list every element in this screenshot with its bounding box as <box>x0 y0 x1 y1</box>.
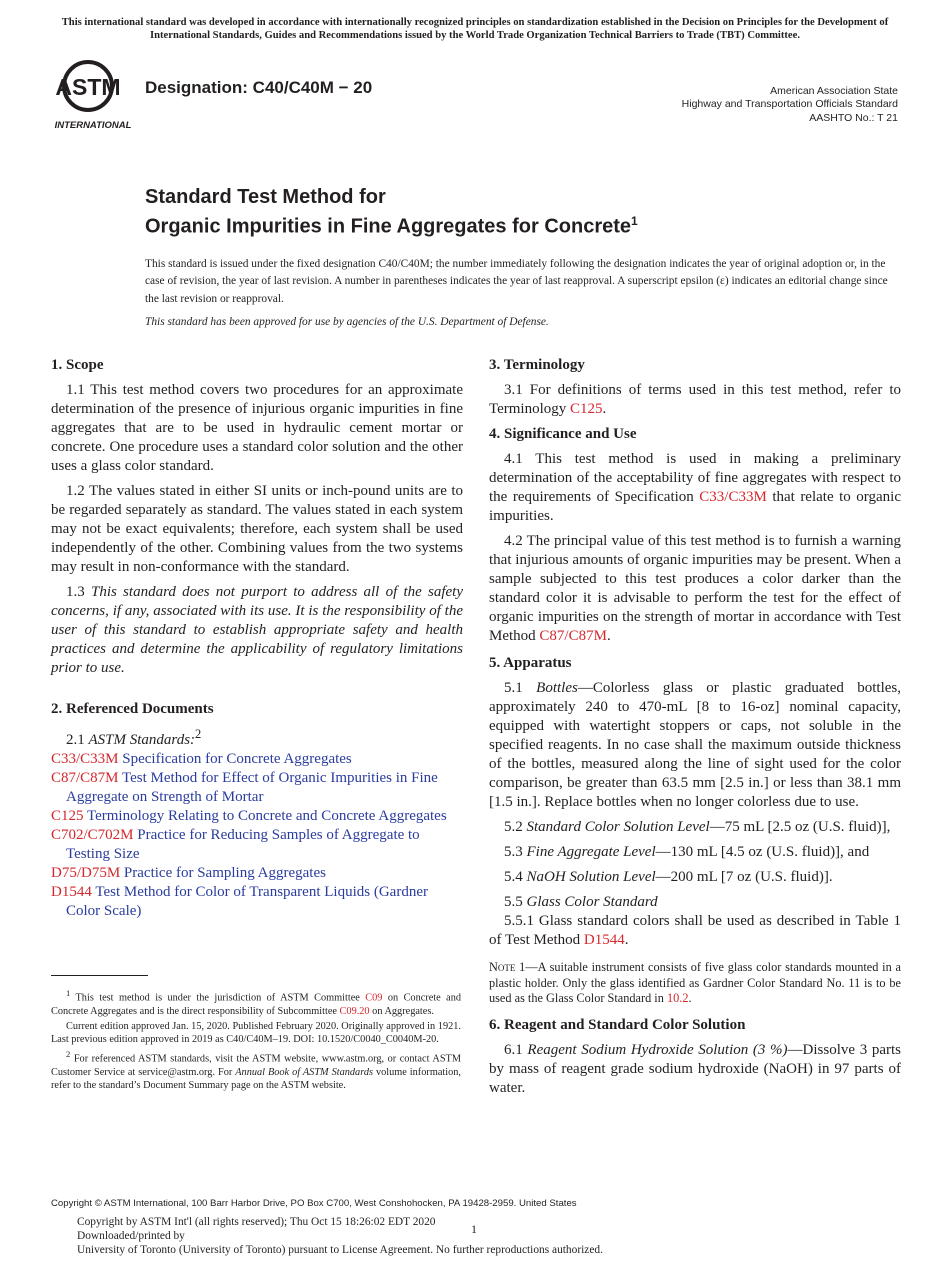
top-banner: This international standard was developed in accordance with internationally recognized principles on standardization established in the Decision on Principles for the Development of International Standards, Guides and Recommendations issued by the World Trade Organization Technical Barriers to Trade (TBT) Committee. <box>61 17 889 41</box>
reference-item <box>51 864 463 883</box>
reference-link[interactable]: C87/C87M <box>51 770 119 786</box>
reference-link[interactable]: D1544 <box>583 932 625 948</box>
designation: Designation: C40/C40M − 20 <box>145 78 373 97</box>
reference-item <box>51 826 463 864</box>
reference-title[interactable]: Test Method for Effect of Organic Impurities in Fine Aggregate on Strength of Mortar <box>66 770 438 805</box>
reference-title[interactable]: Practice for Sampling Aggregates <box>123 865 326 881</box>
logo-text: ASTM <box>55 74 121 100</box>
reference-link[interactable]: C702/C702M <box>51 827 134 843</box>
section-heading: 6. Reagent and Standard Color Solution <box>489 1016 746 1033</box>
reference-link[interactable]: D1544 <box>51 884 92 900</box>
aashto-line: American Association State <box>770 85 898 97</box>
page-number: 1 <box>471 1222 477 1236</box>
footnote: Current edition approved Jan. 15, 2020. Published February 2020. Originally approved in 1921. Last previous edition approved in 2019 as C40/C40M–19. DOI: 10.1520/C0040_C0040M-20. <box>51 1020 461 1046</box>
download-line: University of Toronto (University of Toronto) pursuant to License Agreement. No further reproductions authorized. <box>77 1244 603 1257</box>
reference-item <box>51 750 463 769</box>
paragraph: 5.4 NaOH Solution Level—200 mL [7 oz (U.S. fluid)]. <box>504 869 833 885</box>
reference-item <box>51 769 463 807</box>
issuance-note <box>145 256 902 332</box>
section-heading: 2. Referenced Documents <box>51 701 214 717</box>
document-title <box>145 185 638 239</box>
left-column <box>51 356 463 921</box>
paragraph: 4.1 This test method is used in making a preliminary determination of the acceptability of fine aggregates with respect to the requirements of Specification C33/C33M that relate to organic impurities. <box>489 451 902 524</box>
reference-item <box>51 883 463 921</box>
download-info <box>77 1215 603 1258</box>
reference-link[interactable]: C125 <box>570 401 603 417</box>
download-line: Downloaded/printed by <box>77 1230 185 1243</box>
paragraph: 1.3 This standard does not purport to address all of the safety concerns, if any, associated with its use. It is the responsibility of the user of this standard to establish appropriate safety and health practices and determine the applicability of regulatory limitations prior to use. <box>51 584 464 676</box>
section-heading: 1. Scope <box>51 357 104 373</box>
dod-approval: This standard has been approved for use by agencies of the U.S. Department of Defense. <box>145 316 549 329</box>
reference-title[interactable]: Terminology Relating to Concrete and Concrete Aggregates <box>87 808 447 824</box>
copyright-line: Copyright © ASTM International, 100 Barr Harbor Drive, PO Box C700, West Conshohocken, PA 19428-2959. United States <box>51 1198 577 1209</box>
reference-link[interactable]: C87/C87M <box>539 628 607 644</box>
paragraph: 6.1 Reagent Sodium Hydroxide Solution (3 %)—Dissolve 3 parts by mass of reagent grade sodium hydroxide (NaOH) in 97 parts of water. <box>489 1041 902 1096</box>
aashto-line: Highway and Transportation Officials Standard <box>681 98 898 111</box>
paragraph: 5.5.1 Glass standard colors shall be used as described in Table 1 of Test Method D1544. <box>489 913 901 948</box>
section-heading: 5. Apparatus <box>489 655 572 671</box>
footnote: $^2$ For referenced ASTM standards, visit the ASTM website, www.astm.org, or contact ASTM Customer Service at service@astm.org. For Annual Book of ASTM Standards volume information, refer to the standard’s Document Summary page on the ASTM website. <box>51 1049 461 1092</box>
paragraph: 1.1 This test method covers two procedures for an approximate determination of the presence of injurious organic impurities in fine aggregates that are to be used in hydraulic cement mortar or concrete. One procedure uses a standard color solution and the other uses a glass color standard. <box>51 382 463 474</box>
download-line: Copyright by ASTM Int'l (all rights reserved); Thu Oct 15 18:26:02 EDT 2020 <box>77 1216 436 1228</box>
right-column <box>489 356 901 1104</box>
paragraph: 1.2 The values stated in either SI units or inch-pound units are to be regarded separately as standard. The values stated in each system may not be exact equivalents; therefore, each system shall be used independently of the other. Combining values from the two systems may result in non-conformance with the standard. <box>51 483 463 575</box>
reference-link[interactable]: C33/C33M <box>51 751 119 767</box>
title-line-1: Standard Test Method for <box>145 186 386 208</box>
footnote-ref[interactable]: 2 <box>195 727 202 741</box>
reference-link[interactable]: C33/C33M <box>699 489 767 505</box>
paragraph: 5.1 Bottles—Colorless glass or plastic graduated bottles, approximately 240 to 470-mL [8 to 16-oz] nominal capacity, equipped with watertight stoppers or caps, not soluble in the specified reagents. In no case shall the maximum outside thickness of the bottles, measured along the line of sight used for the color comparison, be greater than 63.5 mm [2.5 in.] or less than 38.1 mm [1.5 in.]. Replace bottles when no longer colorless due to use. <box>489 680 902 810</box>
paragraph: 4.2 The principal value of this test method is to furnish a warning that injurious amounts of organic impurities may be present. When a sample subjected to this test produces a color darker than the standard color it is advisable to perform the test for the effect of organic impurities on the strength of mortar in accordance with Test Method C87/C87M. <box>489 533 901 644</box>
reference-item <box>51 807 463 826</box>
paragraph: 5.5 Glass Color Standard <box>504 894 658 910</box>
footnotes <box>51 987 461 1094</box>
paragraph: 5.2 Standard Color Solution Level—75 mL [2.5 oz (U.S. fluid)], <box>504 819 891 835</box>
reference-link[interactable]: C125 <box>51 808 84 824</box>
section-heading: 4. Significance and Use <box>489 426 637 442</box>
committee-link[interactable]: C09 <box>365 992 383 1004</box>
logo-subtext: INTERNATIONAL <box>54 120 132 131</box>
title-line-2: Organic Impurities in Fine Aggregates for Concrete$^1$ <box>145 214 638 238</box>
paragraph: 5.3 Fine Aggregate Level—130 mL [4.5 oz (U.S. fluid)], and <box>504 844 870 860</box>
reference-title[interactable]: Practice for Reducing Samples of Aggregate to Testing Size <box>66 827 420 862</box>
section-heading: 3. Terminology <box>489 357 585 373</box>
subcommittee-link[interactable]: C09.20 <box>339 1005 370 1017</box>
footnote: $^1$ This test method is under the jurisdiction of ASTM Committee C09 on Concrete and Concrete Aggregates and is the direct responsibility of Subcommittee C09.20 on Aggregates. <box>51 988 462 1017</box>
paragraph: 2.1 ASTM Standards:$^2$ <box>66 727 202 748</box>
aashto-line: AASHTO No.: T 21 <box>809 111 898 124</box>
section-link[interactable]: 10.2 <box>666 991 689 1005</box>
paragraph: 3.1 For definitions of terms used in this test method, refer to Terminology C125. <box>489 382 901 417</box>
footnote-divider <box>51 975 148 976</box>
reference-title[interactable]: Specification for Concrete Aggregates <box>122 751 352 767</box>
astm-logo <box>52 58 134 132</box>
reference-link[interactable]: D75/D75M <box>51 865 121 881</box>
reference-title[interactable]: Test Method for Color of Transparent Liquids (Gardner Color Scale) <box>66 884 428 919</box>
note: Note 1—A suitable instrument consists of five glass color standards mounted in a plastic holder. Only the glass identified as Gardner Color Standard No. 11 is to be used as the Glass Color Standard in 10.2. <box>489 960 901 1005</box>
aashto-block <box>682 85 898 125</box>
issuance-text: This standard is issued under the fixed designation C40/C40M; the number immediately following the designation indicates the year of original adoption or, in the case of revision, the year of last revision. A number in parentheses indicates the year of last reapproval. A superscript epsilon (ε) indicates an editorial change since the last revision or reapproval. <box>145 258 888 305</box>
footnote-ref[interactable]: 1 <box>631 214 638 228</box>
